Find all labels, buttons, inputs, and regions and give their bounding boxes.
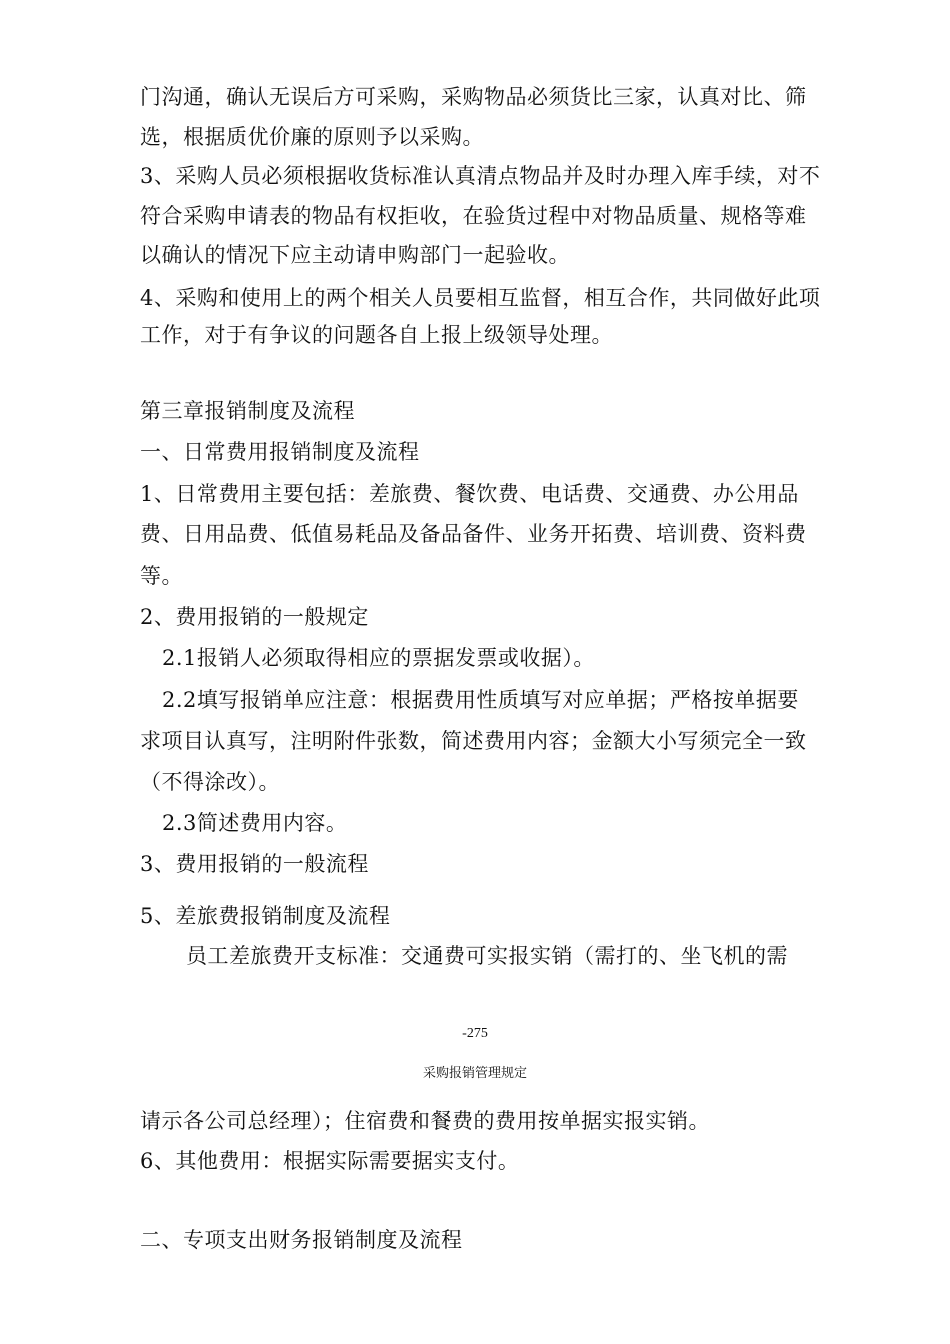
paragraph-line: 员工差旅费开支标准：交通费可实报实销（需打的、坐飞机的需 <box>186 944 788 968</box>
paragraph-line: 等。 <box>140 564 183 588</box>
subsection-heading: 3、费用报销的一般流程 <box>140 852 369 876</box>
paragraph-line: 符合采购申请表的物品有权拒收，在验货过程中对物品质量、规格等难 <box>140 204 807 228</box>
paragraph-line: 2.1报销人必须取得相应的票据发票或收据）。 <box>162 646 595 670</box>
paragraph-line: 6、其他费用：根据实际需要据实支付。 <box>140 1149 520 1173</box>
paragraph-line: 2.3简述费用内容。 <box>162 811 348 835</box>
section-heading: 二、专项支出财务报销制度及流程 <box>140 1228 463 1252</box>
paragraph-line: （不得涂改）。 <box>140 770 280 794</box>
section-heading: 一、日常费用报销制度及流程 <box>140 440 420 464</box>
paragraph-line: 2.2填写报销单应注意：根据费用性质填写对应单据；严格按单据要 <box>162 688 799 712</box>
paragraph-line: 费、日用品费、低值易耗品及备品备件、业务开拓费、培训费、资料费 <box>140 522 807 546</box>
paragraph-line: 1、日常费用主要包括：差旅费、餐饮费、电话费、交通费、办公用品 <box>140 482 799 506</box>
paragraph-line: 选，根据质优价廉的原则予以采购。 <box>140 125 484 149</box>
paragraph-line: 门沟通，确认无误后方可采购，采购物品必须货比三家，认真对比、筛 <box>140 85 807 109</box>
subsection-heading: 2、费用报销的一般规定 <box>140 605 369 629</box>
paragraph-line: 请示各公司总经理）；住宿费和餐费的费用按单据实报实销。 <box>140 1109 710 1133</box>
chapter-heading: 第三章报销制度及流程 <box>140 399 355 423</box>
paragraph-line: 以确认的情况下应主动请申购部门一起验收。 <box>140 243 570 267</box>
document-title: 采购报销管理规定 <box>422 1066 527 1081</box>
paragraph-line: 工作，对于有争议的问题各自上报上级领导处理。 <box>140 323 613 347</box>
page-number: -275 <box>462 1026 488 1041</box>
paragraph-line: 3、采购人员必须根据收货标准认真清点物品并及时办理入库手续，对不 <box>140 164 821 188</box>
subsection-heading: 5、差旅费报销制度及流程 <box>140 904 391 928</box>
paragraph-line: 求项目认真写，注明附件张数，简述费用内容；金额大小写须完全一致 <box>140 729 807 753</box>
paragraph-line: 4、采购和使用上的两个相关人员要相互监督，相互合作，共同做好此项 <box>140 286 821 310</box>
